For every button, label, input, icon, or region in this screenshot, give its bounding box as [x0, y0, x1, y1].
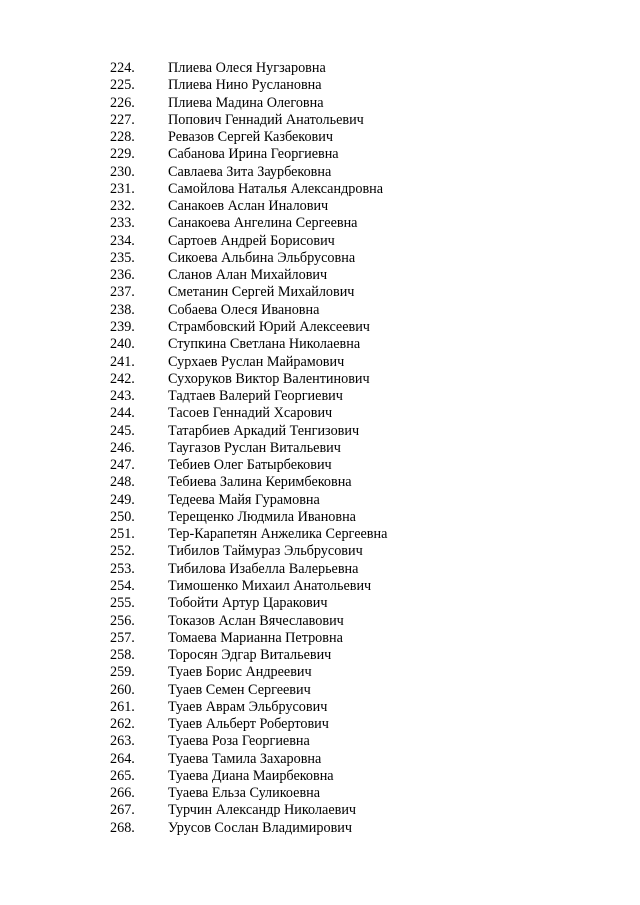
list-item-name: Урусов Сослан Владимирович	[168, 819, 352, 836]
list-item-number: 243.	[110, 388, 135, 405]
list-item-name: Сартоев Андрей Борисович	[168, 232, 335, 249]
list-item-number: 251.	[110, 526, 135, 543]
list-item-number: 237.	[110, 284, 135, 301]
list-item-number: 226.	[110, 94, 135, 111]
list-item	[0, 509, 640, 526]
list-item-number: 234.	[110, 232, 135, 249]
list-item-name: Тасоев Геннадий Хсарович	[168, 405, 333, 422]
list-item	[0, 492, 640, 509]
list-item-number: 266.	[110, 785, 135, 802]
list-item	[0, 751, 640, 768]
list-item-number: 239.	[110, 318, 135, 335]
list-item-number: 252.	[110, 543, 135, 560]
list-item-name: Плиева Мадина Олеговна	[168, 94, 324, 111]
list-item	[0, 699, 640, 716]
list-item-number: 244.	[110, 405, 135, 422]
list-item	[0, 181, 640, 198]
list-item	[0, 543, 640, 560]
list-item-name: Туаев Борис Андреевич	[168, 664, 312, 681]
list-item	[0, 716, 640, 733]
name-list	[0, 60, 640, 837]
list-item-number: 241.	[110, 353, 135, 370]
list-item-name: Самойлова Наталья Александровна	[168, 180, 384, 197]
list-item-name: Туаев Семен Сергеевич	[168, 681, 311, 698]
list-item	[0, 768, 640, 785]
list-item-name: Сикоева Альбина Эльбрусовна	[168, 249, 356, 266]
list-item-number: 242.	[110, 370, 135, 387]
list-item-name: Тебиев Олег Батырбекович	[168, 457, 332, 474]
list-item-number: 264.	[110, 750, 135, 767]
list-item-name: Тебиева Залина Керимбековна	[168, 474, 352, 491]
list-item-name: Санакоева Ангелина Сергеевна	[168, 215, 358, 232]
list-item	[0, 561, 640, 578]
list-item-number: 265.	[110, 767, 135, 784]
list-item	[0, 423, 640, 440]
list-item-name: Терещенко Людмила Ивановна	[168, 508, 356, 525]
list-item-number: 224.	[110, 60, 135, 76]
list-item	[0, 371, 640, 388]
list-item	[0, 595, 640, 612]
list-item-number: 248.	[110, 474, 135, 491]
list-item-name: Тобойти Артур Царакович	[168, 595, 328, 612]
list-item-number: 231.	[110, 180, 135, 197]
list-item	[0, 284, 640, 301]
list-item-number: 247.	[110, 457, 135, 474]
list-item-number: 262.	[110, 716, 135, 733]
list-item-number: 257.	[110, 629, 135, 646]
list-item	[0, 664, 640, 681]
list-item-name: Тадтаев Валерий Георгиевич	[168, 388, 343, 405]
list-item	[0, 785, 640, 802]
list-item-number: 227.	[110, 111, 135, 128]
list-item-name: Страмбовский Юрий Алексеевич	[168, 318, 370, 335]
list-item	[0, 578, 640, 595]
list-item-name: Плиева Нино Руслановна	[168, 77, 322, 94]
list-item-number: 256.	[110, 612, 135, 629]
list-item-number: 233.	[110, 215, 135, 232]
list-item	[0, 164, 640, 181]
list-item-name: Туаева Ельза Суликоевна	[168, 785, 321, 802]
list-item-name: Ступкина Светлана Николаевна	[168, 336, 361, 353]
list-item-name: Тедеева Майя Гурамовна	[168, 491, 320, 508]
list-item-number: 255.	[110, 595, 135, 612]
list-item-name: Попович Геннадий Анатольевич	[168, 111, 364, 128]
list-item-name: Тер-Карапетян Анжелика Сергеевна	[168, 526, 388, 543]
list-item-number: 258.	[110, 647, 135, 664]
list-item-name: Таугазов Руслан Витальевич	[168, 439, 341, 456]
list-item	[0, 319, 640, 336]
list-item	[0, 95, 640, 112]
list-item-number: 245.	[110, 422, 135, 439]
list-item-name: Сметанин Сергей Михайлович	[168, 284, 355, 301]
list-item-name: Туаева Роза Георгиевна	[168, 733, 310, 750]
list-item	[0, 129, 640, 146]
list-item-name: Савлаева Зита Заурбековна	[168, 163, 332, 180]
list-item	[0, 198, 640, 215]
list-item	[0, 647, 640, 664]
list-item	[0, 388, 640, 405]
list-item	[0, 302, 640, 319]
list-item-number: 249.	[110, 491, 135, 508]
list-item-name: Санакоев Аслан Иналович	[168, 198, 329, 215]
list-item-name: Торосян Эдгар Витальевич	[168, 647, 332, 664]
list-item-name: Ревазов Сергей Казбекович	[168, 129, 333, 146]
list-item	[0, 354, 640, 371]
list-item	[0, 250, 640, 267]
list-item-name: Сланов Алан Михайлович	[168, 267, 328, 284]
list-item-number: 225.	[110, 77, 135, 94]
list-item	[0, 630, 640, 647]
list-item-number: 259.	[110, 664, 135, 681]
list-item	[0, 457, 640, 474]
list-item	[0, 112, 640, 129]
list-item	[0, 146, 640, 163]
list-item-name: Туаев Аврам Эльбрусович	[168, 698, 328, 715]
list-item-number: 254.	[110, 577, 135, 594]
list-item-name: Собаева Олеся Ивановна	[168, 301, 320, 318]
list-item-name: Тибилова Изабелла Валерьевна	[168, 560, 359, 577]
list-item-number: 236.	[110, 267, 135, 284]
list-item	[0, 215, 640, 232]
list-item-number: 253.	[110, 560, 135, 577]
list-item-name: Токазов Аслан Вячеславович	[168, 612, 344, 629]
list-item-number: 229.	[110, 146, 135, 163]
list-item-number: 228.	[110, 129, 135, 146]
list-item-number: 261.	[110, 698, 135, 715]
list-item	[0, 474, 640, 491]
list-item-number: 240.	[110, 336, 135, 353]
list-item	[0, 267, 640, 284]
list-item	[0, 60, 640, 77]
list-item-name: Туаева Диана Маирбековна	[168, 767, 334, 784]
list-item-number: 230.	[110, 163, 135, 180]
list-item	[0, 820, 640, 837]
list-item-name: Туаев Альберт Робертович	[168, 716, 329, 733]
list-item-number: 232.	[110, 198, 135, 215]
list-item-number: 246.	[110, 439, 135, 456]
list-item	[0, 440, 640, 457]
list-item-name: Тибилов Таймураз Эльбрусович	[168, 543, 363, 560]
list-item	[0, 682, 640, 699]
list-item-number: 268.	[110, 819, 135, 836]
list-item-name: Турчин Александр Николаевич	[168, 802, 357, 819]
list-item-name: Татарбиев Аркадий Тенгизович	[168, 422, 360, 439]
list-item-name: Томаева Марианна Петровна	[168, 629, 343, 646]
list-item	[0, 613, 640, 630]
list-item-number: 260.	[110, 681, 135, 698]
list-item-number: 267.	[110, 802, 135, 819]
list-item-name: Сухоруков Виктор Валентинович	[168, 370, 370, 387]
list-item-name: Сабанова Ирина Георгиевна	[168, 146, 339, 163]
list-item	[0, 336, 640, 353]
list-item-name: Туаева Тамила Захаровна	[168, 750, 322, 767]
list-item	[0, 405, 640, 422]
list-item-number: 235.	[110, 249, 135, 266]
list-item-number: 250.	[110, 508, 135, 525]
list-item	[0, 802, 640, 819]
list-item-number: 263.	[110, 733, 135, 750]
list-item-name: Плиева Олеся Нугзаровна	[168, 60, 326, 76]
list-item	[0, 733, 640, 750]
list-item-name: Сурхаев Руслан Майрамович	[168, 353, 345, 370]
list-item-number: 238.	[110, 301, 135, 318]
list-item	[0, 77, 640, 94]
list-item	[0, 526, 640, 543]
list-item	[0, 233, 640, 250]
list-item-name: Тимошенко Михаил Анатольевич	[168, 577, 372, 594]
